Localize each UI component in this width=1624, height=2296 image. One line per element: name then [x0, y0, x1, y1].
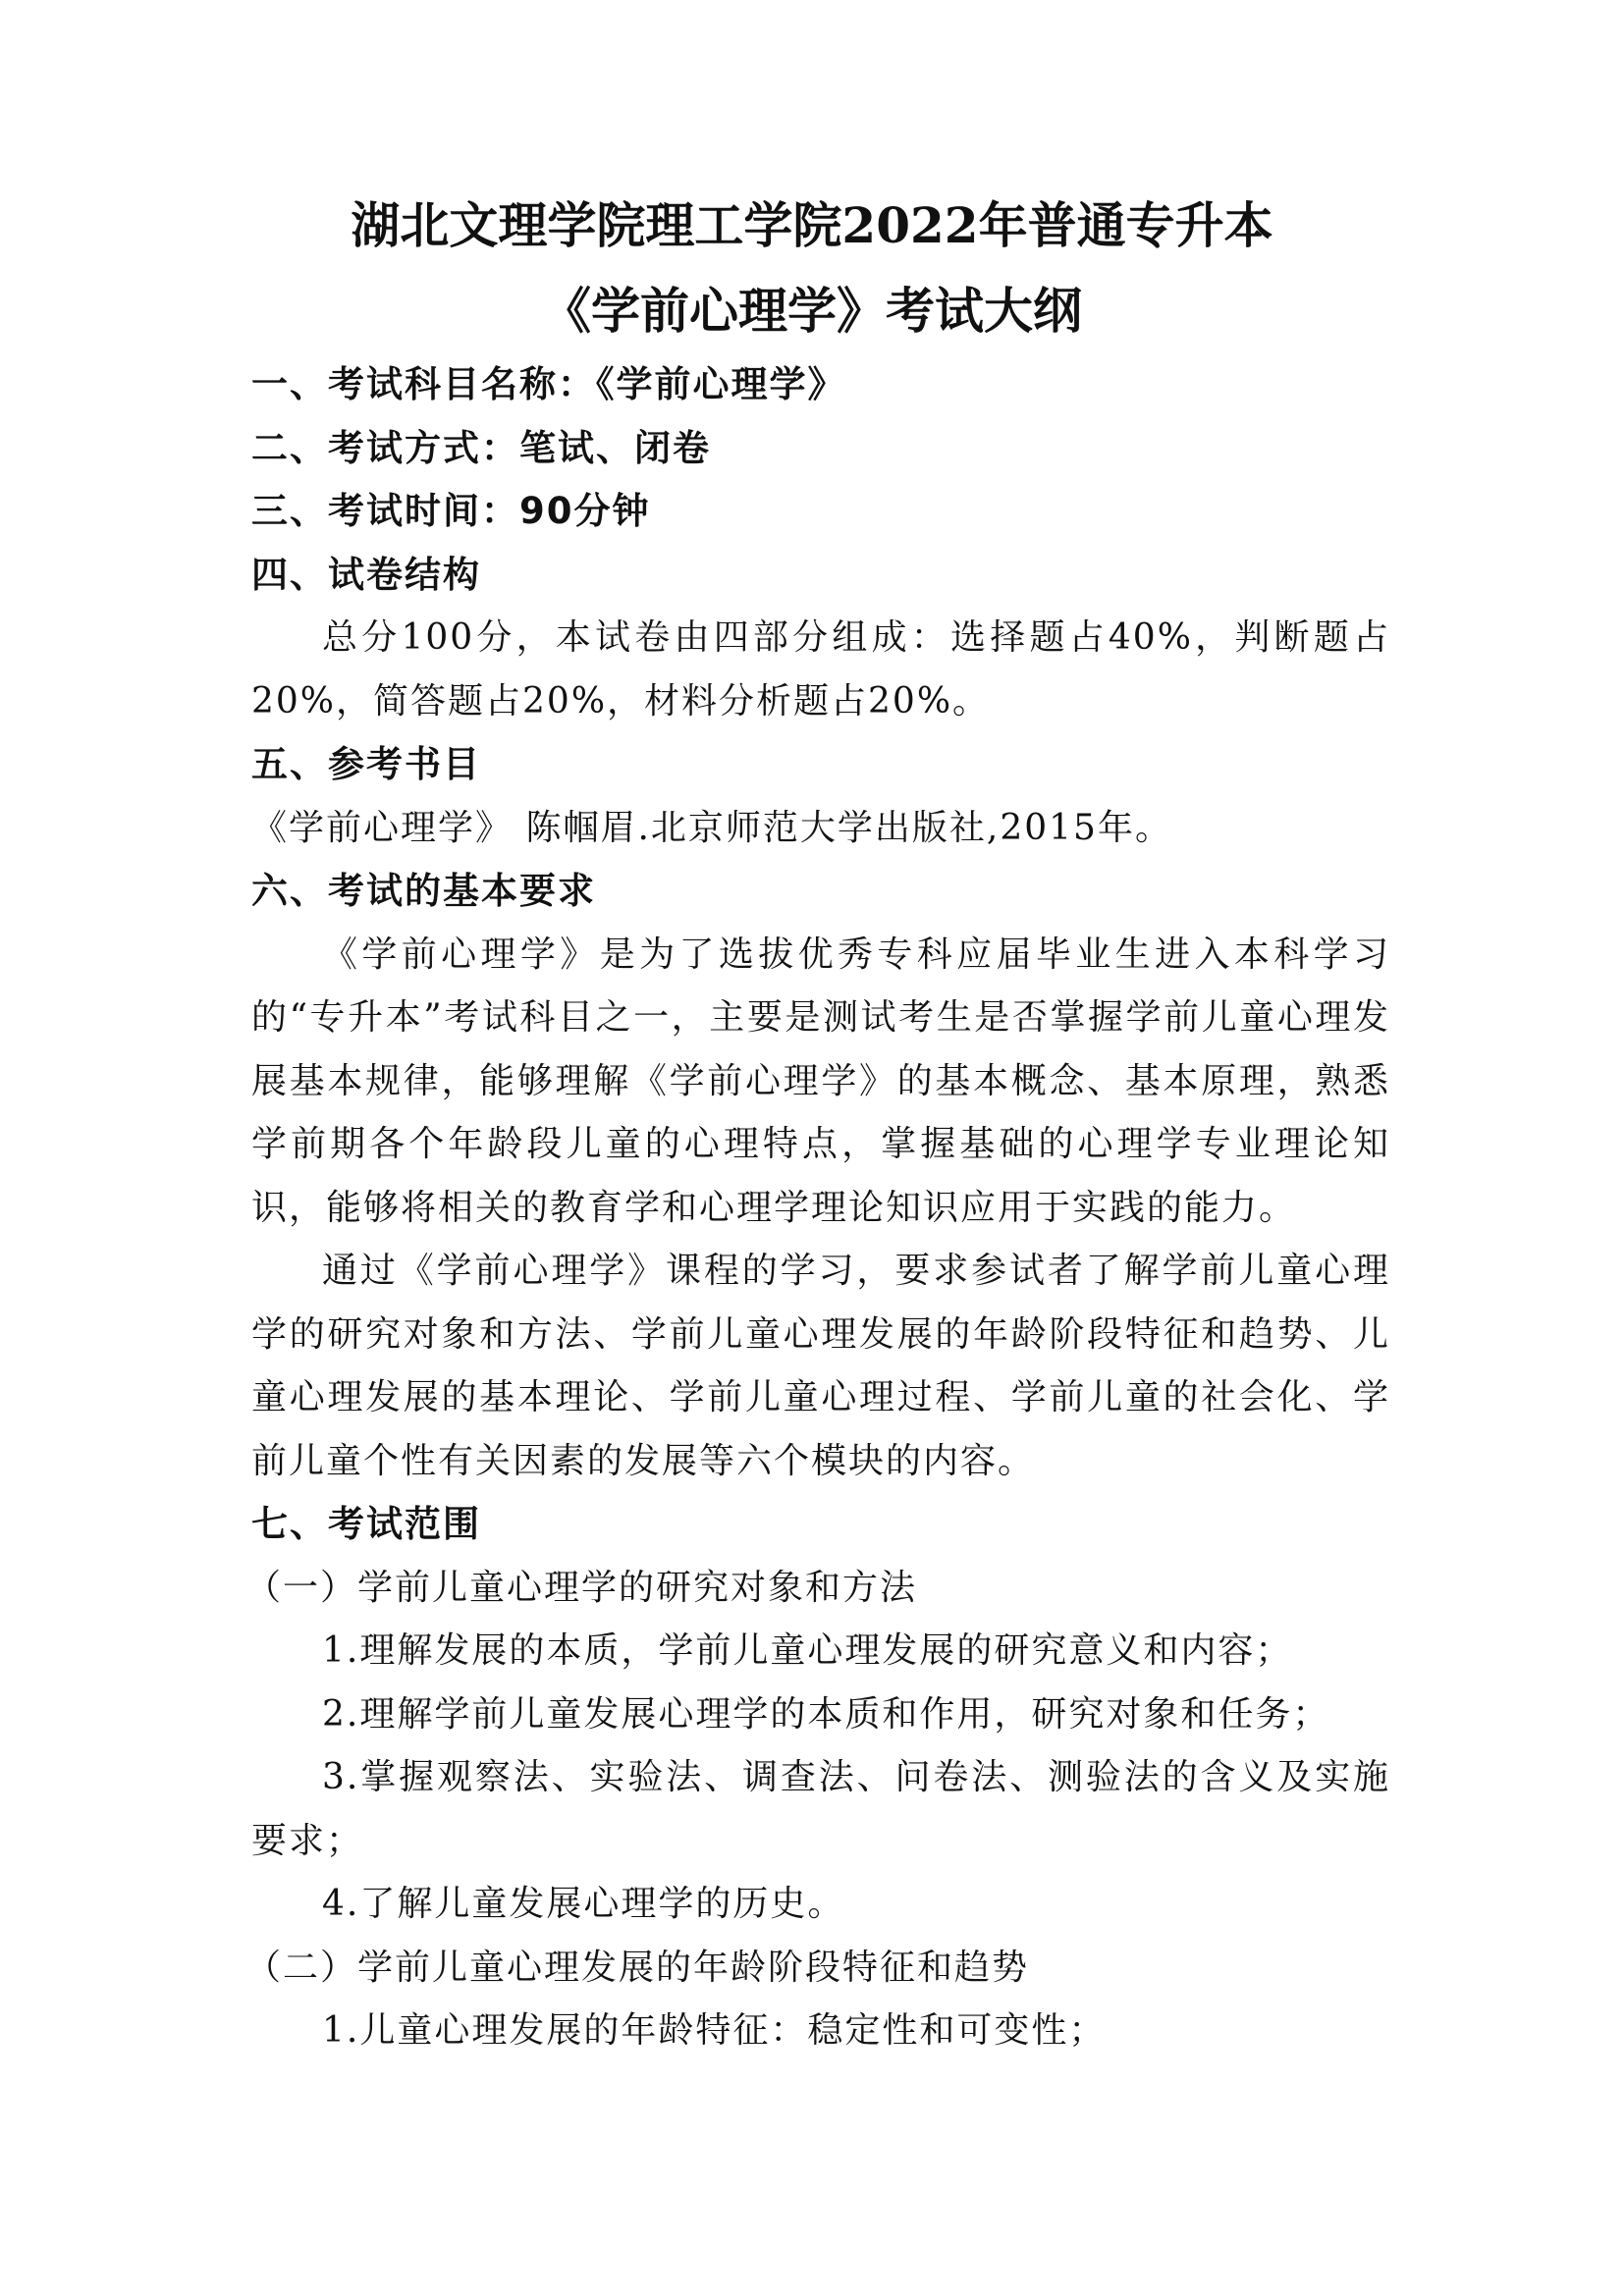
section-heading-exam-time: 三、考试时间：90分钟 — [251, 490, 651, 532]
paper-structure-paragraph: 总分100分，本试卷由四部分组成：选择题占40%，判断题占20%，简答题占20%，材料分析题占20%。 — [251, 617, 1390, 721]
scope-subsection-1-item: 3.掌握观察法、实验法、调查法、问卷法、测验法的含义及实施要求； — [251, 1757, 1390, 1861]
scope-subsection-2-heading: （二）学前儿童心理发展的年龄阶段特征和趋势 — [245, 1947, 1030, 1988]
scope-subsection-2-item: 1.儿童心理发展的年龄特征：稳定性和可变性； — [322, 2010, 1107, 2051]
document-body — [245, 353, 1390, 2063]
scope-subsection-1-item: 4.了解儿童发展心理学的历史。 — [322, 1884, 845, 1924]
scope-subsection-1-item: 2.理解学前儿童发展心理学的本质和作用，研究对象和任务； — [322, 1693, 1330, 1735]
document-title-line-1: 湖北文理学院理工学院2022年普通专升本 — [351, 196, 1273, 254]
document-title-line-2: 《学前心理学》考试大纲 — [542, 282, 1082, 340]
section-heading-exam-method: 二、考试方式：笔试、闭卷 — [251, 426, 711, 469]
scope-subsection-1-item: 1.理解发展的本质，学前儿童心理发展的研究意义和内容； — [322, 1630, 1293, 1671]
section-heading-reference-books: 五、参考书目 — [251, 743, 481, 785]
section-heading-basic-requirements: 六、考试的基本要求 — [251, 870, 596, 912]
basic-requirements-paragraph-1: 《学前心理学》是为了选拔优秀专科应届毕业生进入本科学习的“专升本”考试科目之一，主要是测试考生是否掌握学前儿童心理发展基本规律，能够理解《学前心理学》的基本概念、基本原理，熟悉学前期各个年龄段儿童的心理特点，掌握基础的心理学专业理论知识，能够将相关的教育学和心理学理论知识应用于实践的能力。 — [251, 934, 1390, 1228]
scope-subsection-1-heading: （一）学前儿童心理学的研究对象和方法 — [245, 1567, 918, 1608]
section-heading-exam-subject: 一、考试科目名称：《学前心理学》 — [251, 363, 846, 405]
section-heading-exam-scope: 七、考试范围 — [251, 1503, 481, 1545]
section-heading-paper-structure: 四、试卷结构 — [251, 553, 481, 596]
reference-book-entry: 《学前心理学》 陈帼眉.北京师范大学出版社,2015年。 — [251, 807, 1172, 848]
basic-requirements-paragraph-2: 通过《学前心理学》课程的学习，要求参试者了解学前儿童心理学的研究对象和方法、学前儿童心理发展的年龄阶段特征和趋势、儿童心理发展的基本理论、学前儿童心理过程、学前儿童的社会化、学前儿童个性有关因素的发展等六个模块的内容。 — [251, 1251, 1390, 1481]
